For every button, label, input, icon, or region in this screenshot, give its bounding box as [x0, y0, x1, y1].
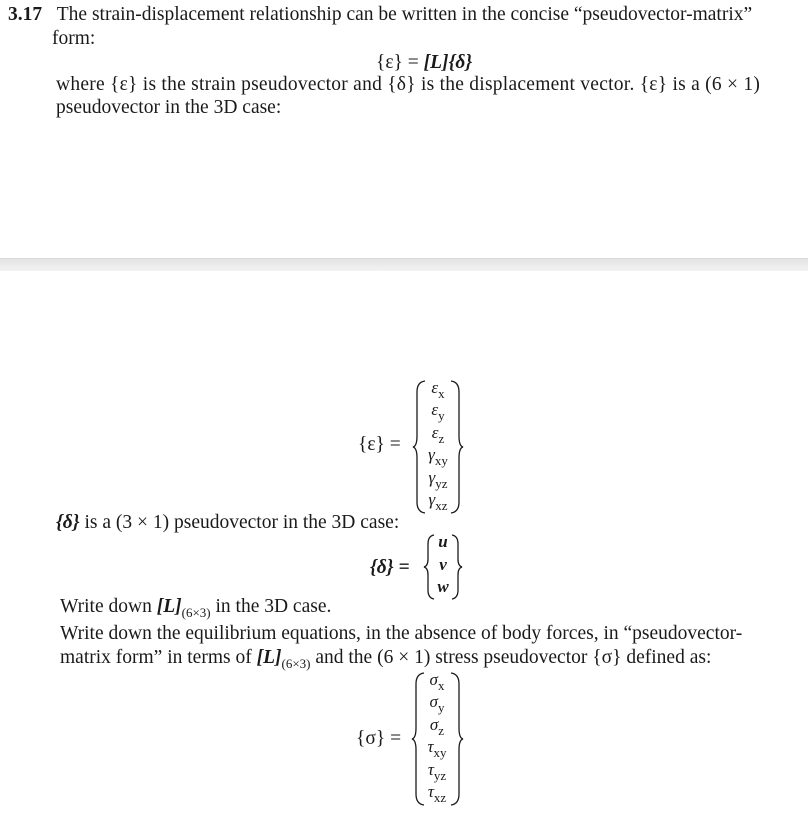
strain-component: $\gamma_{xz}$ — [428, 490, 448, 513]
main-equation-matrix: [L] — [423, 52, 449, 73]
problem-statement-line1 — [8, 4, 752, 26]
stress-vector-lhs: {σ} = — [356, 728, 402, 749]
main-equation-lhs: {ε} = — [376, 52, 424, 73]
where-text-line1: where {ε} is the strain pseudovector and {δ} is the displacement vector. {ε} is a (6 × 1) — [56, 74, 761, 95]
strain-vector-lhs: {ε} = — [358, 434, 401, 455]
task2-matrix: [L] — [256, 647, 282, 668]
stress-component: $\tau_{xy}$ — [427, 737, 447, 760]
displacement-vector-lhs: {δ} = — [370, 557, 410, 578]
displacement-intro-text: is a (3 × 1) pseudovector in the 3D case: — [79, 512, 400, 533]
strain-component: $\gamma_{xy}$ — [428, 445, 448, 468]
displacement-component: w — [437, 577, 449, 596]
task-2-line2: matrix form” in terms of $[L]_{(6\times 3)}$ and the (6 × 1) stress pseudovector {σ} defined as: — [60, 647, 712, 671]
main-equation — [376, 52, 472, 74]
displacement-intro — [56, 512, 399, 534]
section-separator — [0, 258, 808, 271]
strain-component: $\gamma_{yz}$ — [428, 468, 448, 491]
stress-component: $\tau_{xz}$ — [427, 782, 447, 805]
problem-number: 3.17 — [8, 4, 43, 25]
where-text-line2: pseudovector in the 3D case: — [56, 97, 282, 118]
strain-component: $\varepsilon_y$ — [431, 400, 445, 423]
stress-component: $\sigma_z$ — [429, 715, 445, 738]
strain-component: $\varepsilon_x$ — [431, 378, 445, 401]
stress-component: $\sigma_x$ — [429, 670, 445, 693]
main-equation-rhs: {δ} — [448, 52, 473, 73]
task-1: Write down $[L]_{(6\times 3)}$ in the 3D case. — [60, 596, 332, 620]
displacement-component: v — [439, 555, 447, 574]
stress-component: $\sigma_y$ — [429, 692, 445, 715]
displacement-symbol: {δ} — [56, 512, 80, 533]
strain-component: $\varepsilon_z$ — [431, 423, 445, 446]
task1-matrix: [L] — [156, 596, 182, 617]
displacement-component: u — [438, 532, 448, 551]
stress-component: $\tau_{yz}$ — [427, 760, 447, 783]
intro-text-line2: form: — [52, 28, 96, 49]
intro-text: The strain-displacement relationship can be written in the concise “pseudovector-matrix” — [56, 4, 753, 25]
task-2-line1: Write down the equilibrium equations, in the absence of body forces, in “pseudovector- — [60, 623, 743, 644]
